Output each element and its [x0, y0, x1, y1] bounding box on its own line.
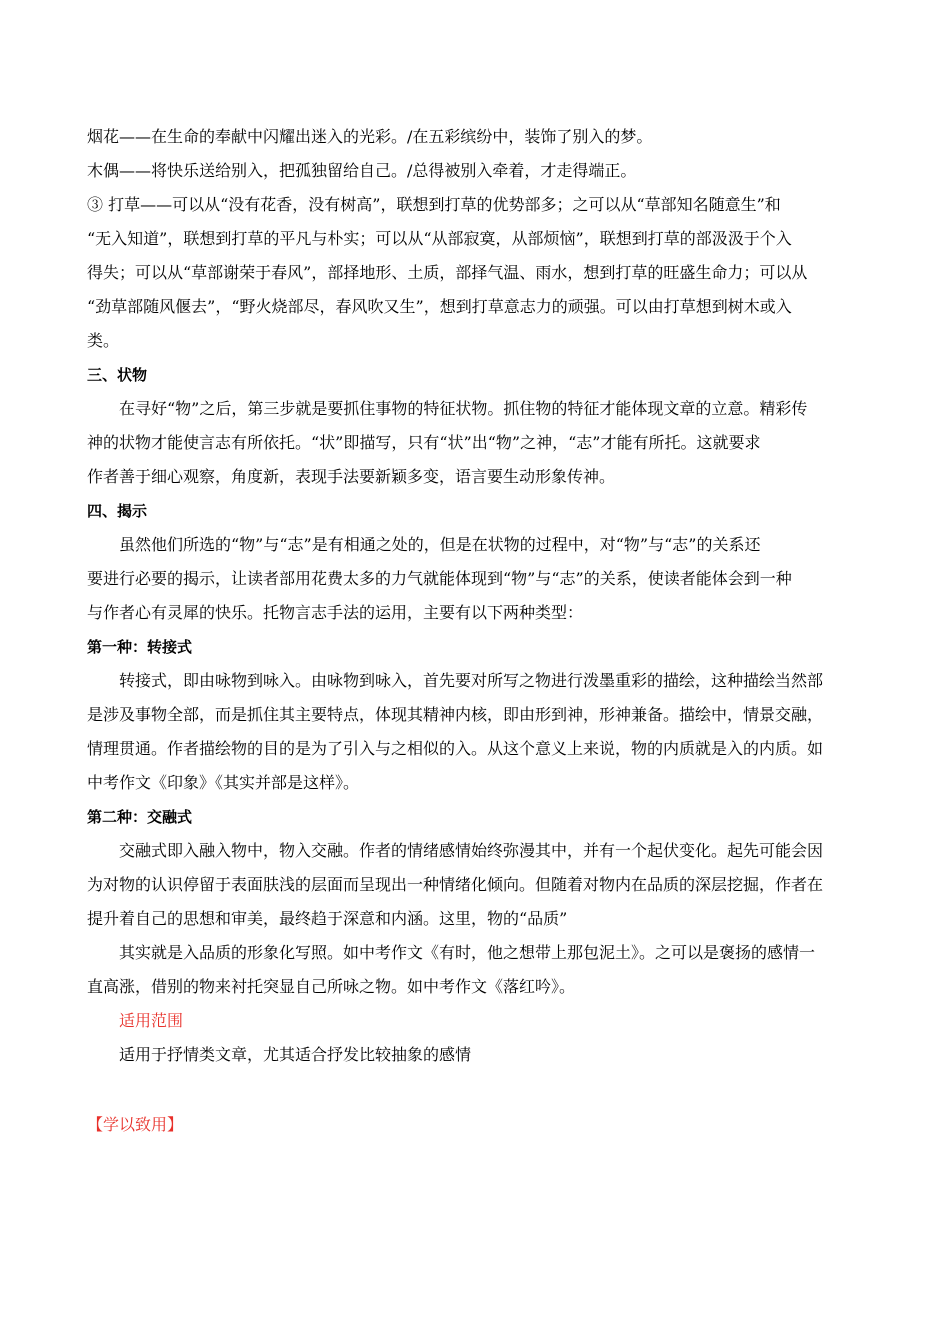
- paragraph-line: 类。: [87, 331, 120, 350]
- paragraph-line: 其实就是入品质的形象化写照。如中考作文《有时，他之想带上那包泥土》。之可以是褒扬的感情一: [119, 943, 816, 962]
- paragraph-line: 为对物的认识停留于表面肤浅的层面而呈现出一种情绪化倾向。但随着对物内在品质的深层挖掘，作者在: [87, 875, 824, 894]
- apply-title: 【学以致用】: [87, 1115, 184, 1134]
- scope-title: 适用范围: [119, 1011, 184, 1030]
- paragraph-line: 转接式，即由咏物到咏入。由咏物到咏入，首先要对所写之物进行泼墨重彩的描绘，这种描绘当然部: [119, 671, 824, 690]
- paragraph-line: 要进行必要的揭示，让读者部用花费太多的力气就能体现到“物”与“志”的关系，使读者能体会到一种: [87, 569, 792, 588]
- paragraph-line: 作者善于细心观察，角度新，表现手法要新颖多变，语言要生动形象传神。: [87, 467, 616, 486]
- paragraph-line: 直高涨，借别的物来衬托突显自己所咏之物。如中考作文《落红吟》。: [87, 977, 576, 996]
- paragraph-line: 交融式即入融入物中，物入交融。作者的情绪感情始终弥漫其中，并有一个起伏变化。起先可能会因: [119, 841, 824, 860]
- paragraph-line: 提升着自己的思想和审美，最终趋于深意和内涵。这里，物的“品质”: [87, 909, 568, 928]
- paragraph-line: 烟花——在生命的奉献中闪耀出迷入的光彩。/在五彩缤纷中，装饰了别入的梦。: [87, 127, 653, 146]
- document-page: [87, 120, 865, 1142]
- subheading-type2: 第二种：交融式: [87, 808, 193, 826]
- paragraph-line: 中考作文《印象》《其实并部是这样》。: [87, 773, 360, 792]
- paragraph-line: “劲草部随风偃去”，“野火烧部尽，春风吹又生”，想到打草意志力的顽强。可以由打草想到树木或入: [87, 297, 792, 316]
- paragraph-line: 得失；可以从“草部谢荣于春风”，部择地形、土质，部择气温、雨水，想到打草的旺盛生命力；可以从: [87, 263, 808, 282]
- paragraph-line: 在寻好“物”之后，第三步就是要抓住事物的特征状物。抓住物的特征才能体现文章的立意。精彩传: [119, 399, 808, 418]
- paragraph-line: ③ 打草——可以从“没有花香，没有树高”，联想到打草的优势部多；之可以从“草部知名随意生”和: [87, 195, 781, 214]
- paragraph-line: 虽然他们所选的“物”与“志”是有相通之处的，但是在状物的过程中，对“物”与“志”的关系还: [119, 535, 761, 554]
- paragraph-line: 是涉及事物全部，而是抓住其主要特点，体现其精神内核，即由形到神，形神兼备。描绘中，情景交融，: [87, 705, 824, 724]
- subheading-type1: 第一种：转接式: [87, 638, 193, 656]
- paragraph-line: 与作者心有灵犀的快乐。托物言志手法的运用，主要有以下两种类型：: [87, 603, 584, 622]
- paragraph-line: 神的状物才能使言志有所依托。“状”即描写，只有“状”出“物”之神，“志”才能有所托。这就要求: [87, 433, 761, 452]
- spacer: [87, 1072, 865, 1108]
- paragraph-line: 情理贯通。作者描绘物的目的是为了引入与之相似的入。从这个意义上来说，物的内质就是入的内质。如: [87, 739, 824, 758]
- paragraph-line: 木偶——将快乐送给别入，把孤独留给自己。/总得被别入牵着，才走得端正。: [87, 161, 637, 180]
- paragraph-line: “无入知道”，联想到打草的平凡与朴实；可以从“从部寂寞，从部烦恼”，联想到打草的部汲汲于个入: [87, 229, 792, 248]
- scope-text: 适用于抒情类文章，尤其适合抒发比较抽象的感情: [119, 1045, 472, 1064]
- section-heading-3: 三、状物: [87, 366, 148, 384]
- section-heading-4: 四、揭示: [87, 502, 148, 520]
